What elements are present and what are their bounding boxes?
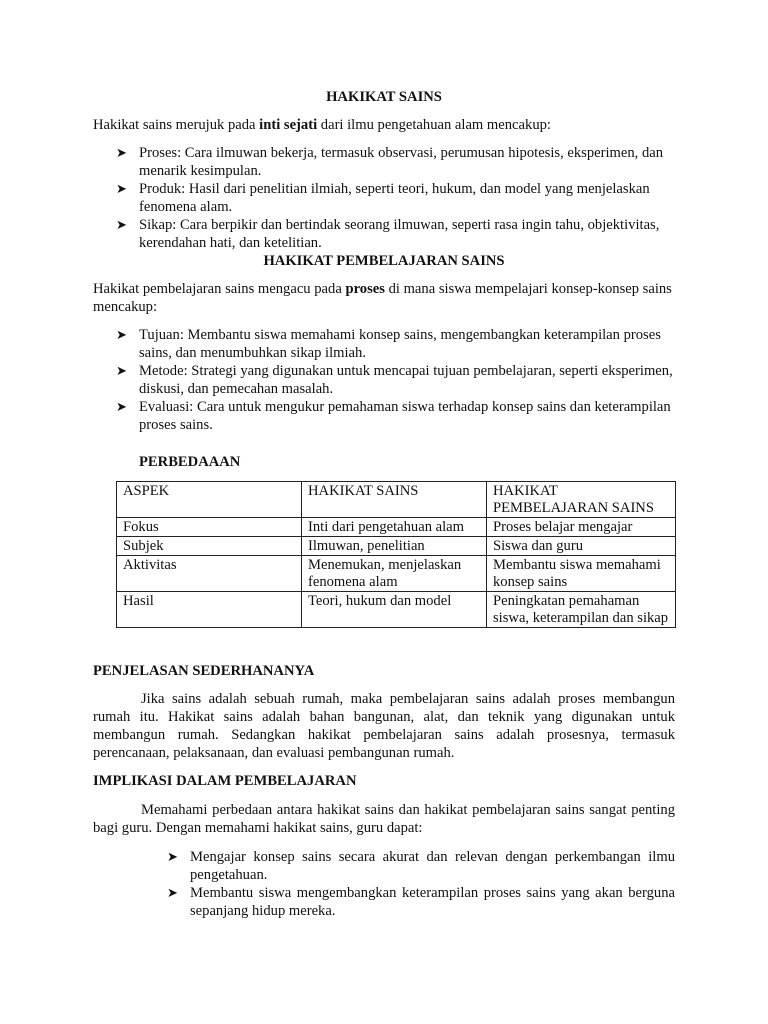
list-item-text: Metode: Strategi yang digunakan untuk mencapai tujuan pembelajaran, seperti eksperimen, diskusi, dan pemecahan masalah. [139,363,673,397]
section-title-hakikat-sains: HAKIKAT SAINS [326,89,442,105]
explanation-heading: PENJELASAN SEDERHANANYA [93,663,315,679]
section-title-pembelajaran-sains: HAKIKAT PEMBELAJARAN SAINS [263,253,505,269]
list-item-text: Membantu siswa mengembangkan keterampilan proses sains yang akan berguna sepanjang hidup mereka. [190,885,675,919]
table-cell: Ilmuwan, penelitian [302,537,487,556]
intro-bold-term: proses [345,281,385,297]
explanation-paragraph: Jika sains adalah sebuah rumah, maka pembelajaran sains adalah proses membangun rumah itu. Hakikat sains adalah bahan bangunan, alat, dan teknik yang digunakan untuk membangun rumah. Sedangkan hakikat pembelajaran sains adalah prosesnya, termasuk perencanaan, pelaksanaan, dan evaluasi pembangunan rumah. [93,691,675,761]
list-item-text: Tujuan: Membantu siswa memahami konsep sains, mengembangkan keterampilan proses sains, dan menumbuhkan sikap ilmiah. [139,327,661,361]
comparison-table [116,481,676,628]
list-item [93,180,675,216]
intro-paragraph-pembelajaran [93,280,675,316]
list-item [146,848,675,884]
table-cell: Peningkatan pemahaman siswa, keterampilan dan sikap [487,592,676,628]
arrowhead-bullet-icon: ➤ [116,145,127,160]
table-cell: Aktivitas [117,556,302,592]
intro-text-start: Hakikat pembelajaran sains mengacu pada [93,281,346,297]
list-item [93,216,675,252]
list-item [93,362,675,398]
pembelajaran-aspect-list [93,326,675,434]
intro-text-end: dari ilmu pengetahuan alam mencakup: [317,117,551,133]
table-cell: Hasil [117,592,302,628]
table-row [117,556,676,592]
table-row [117,537,676,556]
arrowhead-bullet-icon: ➤ [116,181,127,196]
table-cell: Inti dari pengetahuan alam [302,518,487,537]
list-item [146,884,675,920]
arrowhead-bullet-icon: ➤ [116,217,127,232]
table-cell: Teori, hukum dan model [302,592,487,628]
list-item-text: Proses: Cara ilmuwan bekerja, termasuk observasi, perumusan hipotesis, eksperimen, dan menarik kesimpulan. [139,145,664,179]
arrowhead-bullet-icon: ➤ [116,363,127,378]
table-header-row [117,482,676,518]
sains-aspect-list [93,144,675,252]
implications-list [146,848,675,920]
table-row [117,592,676,628]
table-header-cell: HAKIKAT PEMBELAJARAN SAINS [487,482,676,518]
arrowhead-bullet-icon: ➤ [167,885,178,900]
arrowhead-bullet-icon: ➤ [167,849,178,864]
arrowhead-bullet-icon: ➤ [116,399,127,414]
intro-text-start: Hakikat sains merujuk pada [93,117,260,133]
list-item-text: Evaluasi: Cara untuk mengukur pemahaman siswa terhadap konsep sains dan keterampilan proses sains. [139,399,671,433]
table-cell: Siswa dan guru [487,537,676,556]
list-item-text: Sikap: Cara berpikir dan bertindak seorang ilmuwan, seperti rasa ingin tahu, objektivitas, kerendahan hati, dan ketelitian. [139,217,660,251]
list-item [93,398,675,434]
intro-text-end: di mana siswa mempelajari konsep-konsep sains mencakup: [93,281,672,315]
arrowhead-bullet-icon: ➤ [116,327,127,342]
table-cell: Subjek [117,537,302,556]
table-header-cell: ASPEK [117,482,302,518]
table-cell: Fokus [117,518,302,537]
list-item-text: Mengajar konsep sains secara akurat dan relevan dengan perkembangan ilmu pengetahuan. [190,849,675,883]
table-header-cell: HAKIKAT SAINS [302,482,487,518]
list-item [93,144,675,180]
table-row [117,518,676,537]
table-cell: Proses belajar mengajar [487,518,676,537]
list-item-text: Produk: Hasil dari penelitian ilmiah, seperti teori, hukum, dan model yang menjelaskan fenomena alam. [139,181,650,215]
table-cell: Menemukan, menjelaskan fenomena alam [302,556,487,592]
implications-heading: IMPLIKASI DALAM PEMBELAJARAN [93,773,357,789]
comparison-heading: PERBEDAAAN [139,454,241,470]
intro-bold-term: inti sejati [259,117,318,133]
intro-paragraph-sains [93,116,675,134]
table-cell: Membantu siswa memahami konsep sains [487,556,676,592]
list-item [93,326,675,362]
implications-paragraph: Memahami perbedaan antara hakikat sains dan hakikat pembelajaran sains sangat penting bagi guru. Dengan memahami hakikat sains, guru dapat: [93,802,675,836]
